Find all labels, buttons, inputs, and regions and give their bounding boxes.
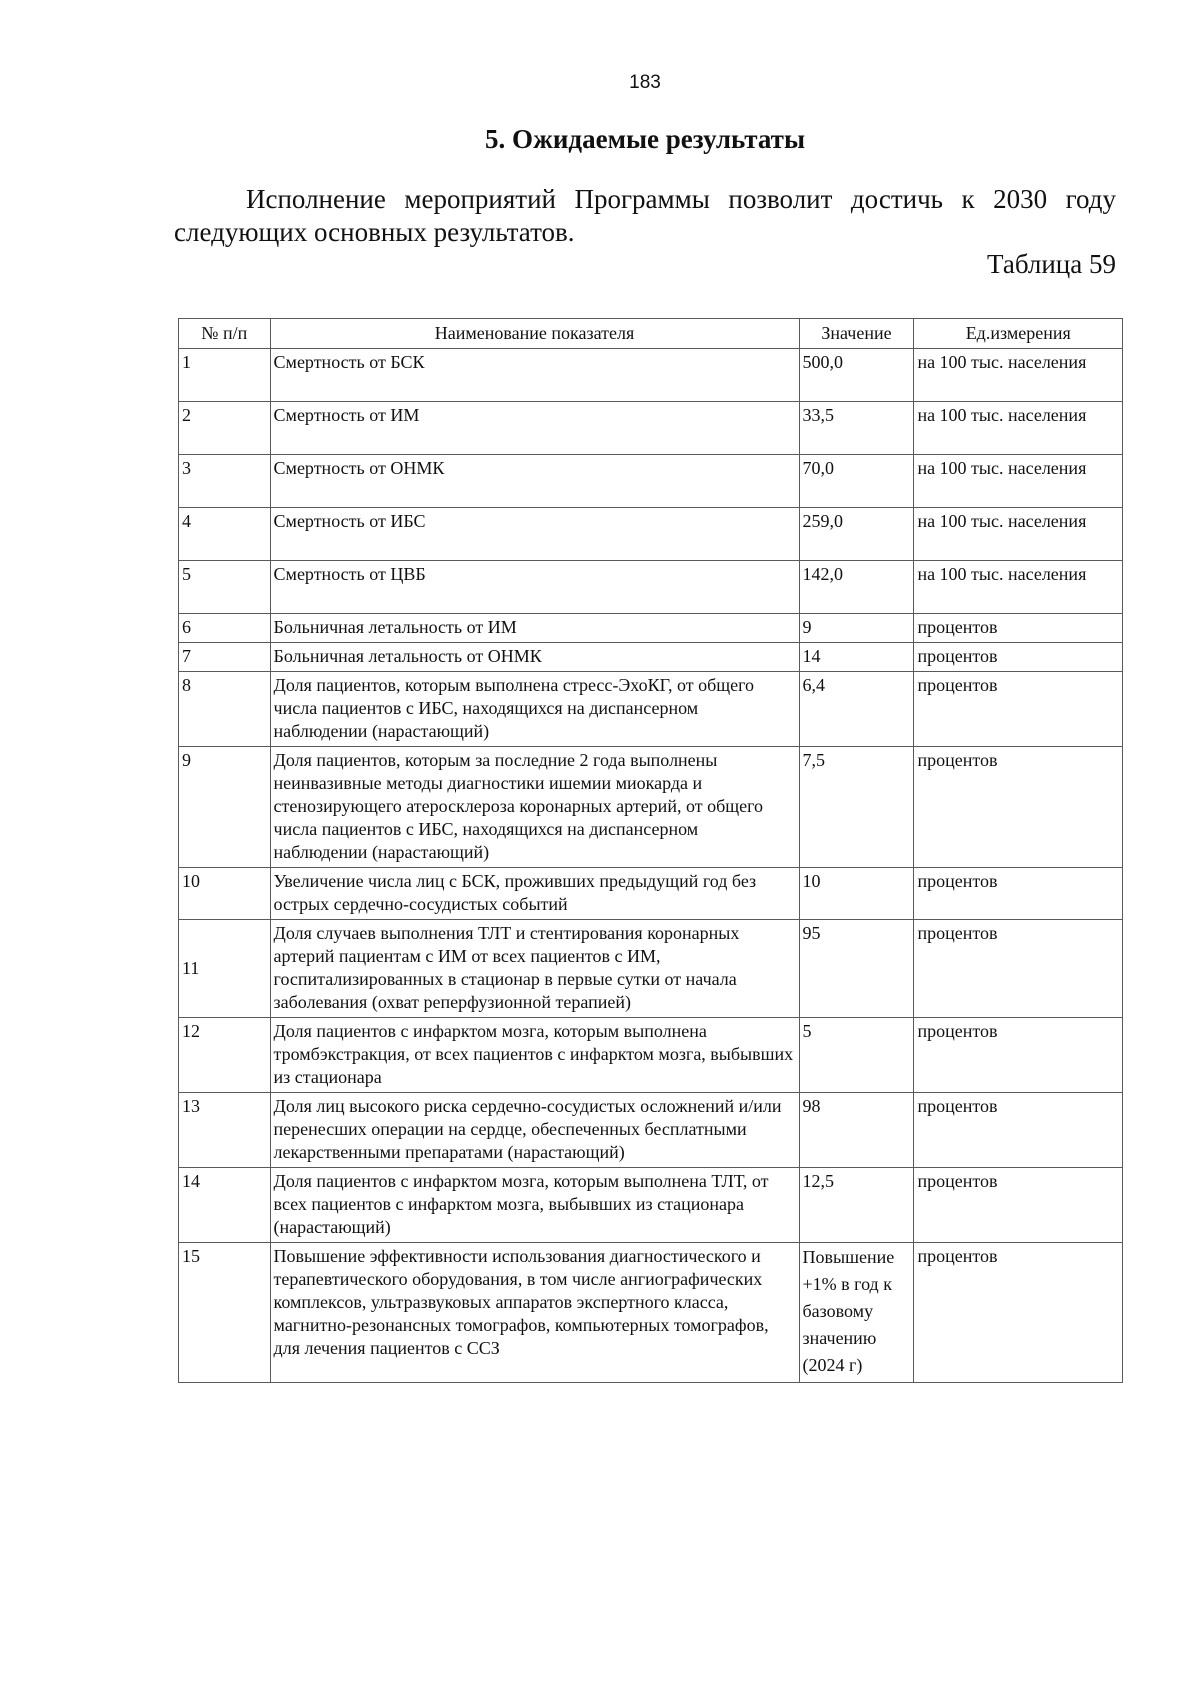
row-value: 12,5: [799, 1168, 914, 1243]
row-unit: процентов: [914, 672, 1123, 747]
row-name: Смертность от ИМ: [270, 402, 799, 455]
table-row: [179, 1243, 1123, 1383]
row-num: 2: [179, 402, 271, 455]
row-unit: процентов: [914, 1168, 1123, 1243]
row-num: 9: [179, 747, 271, 868]
row-name: Больничная летальность от ОНМК: [270, 643, 799, 672]
row-name: Смертность от ОНМК: [270, 455, 799, 508]
table-row: [179, 1168, 1123, 1243]
table-row: [179, 672, 1123, 747]
row-unit: на 100 тыс. населения: [914, 508, 1123, 561]
row-value: 142,0: [799, 561, 914, 614]
row-num: 5: [179, 561, 271, 614]
row-name: Смертность от ИБС: [270, 508, 799, 561]
table-row: [179, 1093, 1123, 1168]
row-num: 4: [179, 508, 271, 561]
row-value: 95: [799, 920, 914, 1018]
row-name: Доля пациентов, которым выполнена стресс-ЭхоКГ, от общего числа пациентов с ИБС, находящихся на диспансерном наблюдении (нарастающий): [270, 672, 799, 747]
row-value: 6,4: [799, 672, 914, 747]
row-num: 14: [179, 1168, 271, 1243]
header-value: Значение: [799, 319, 914, 349]
page-number: 183: [629, 72, 661, 93]
row-unit: процентов: [914, 614, 1123, 643]
table-row: [179, 920, 1123, 1018]
table-row: [179, 508, 1123, 561]
section-title: 5. Ожидаемые результаты: [484, 124, 806, 154]
row-unit: на 100 тыс. населения: [914, 402, 1123, 455]
row-num: 1: [179, 349, 271, 402]
row-num: 7: [179, 643, 271, 672]
table-row: [179, 349, 1123, 402]
row-value: 7,5: [799, 747, 914, 868]
row-num: 10: [179, 868, 271, 920]
row-num: 12: [179, 1018, 271, 1093]
row-unit: процентов: [914, 868, 1123, 920]
row-unit: процентов: [914, 643, 1123, 672]
row-value: 10: [799, 868, 914, 920]
table-row: [179, 561, 1123, 614]
row-unit: на 100 тыс. населения: [914, 561, 1123, 614]
row-name: Смертность от ЦВБ: [270, 561, 799, 614]
row-value: 5: [799, 1018, 914, 1093]
row-value: 33,5: [799, 402, 914, 455]
row-num: 13: [179, 1093, 271, 1168]
row-num: 3: [179, 455, 271, 508]
table-row: [179, 455, 1123, 508]
row-unit: процентов: [914, 1243, 1123, 1383]
row-value: 9: [799, 614, 914, 643]
row-name: Доля пациентов, которым за последние 2 года выполнены неинвазивные методы диагностики ишемии миокарда и стенозирующего атеросклероза коронарных артерий, от общего числа пациентов с ИБС, находящихся на диспансерном наблюдении (нарастающий): [270, 747, 799, 868]
row-unit: процентов: [914, 1093, 1123, 1168]
row-unit: на 100 тыс. населения: [914, 455, 1123, 508]
row-name: Смертность от БСК: [270, 349, 799, 402]
table-row: [179, 747, 1123, 868]
results-table: [178, 318, 1123, 1383]
row-value: 14: [799, 643, 914, 672]
header-unit: Ед.измерения: [914, 319, 1123, 349]
table-row: [179, 1018, 1123, 1093]
row-value: 98: [799, 1093, 914, 1168]
table-row: [179, 614, 1123, 643]
row-name: Доля пациентов с инфарктом мозга, которым выполнена ТЛТ, от всех пациентов с инфарктом мозга, выбывших из стационара (нарастающий): [270, 1168, 799, 1243]
row-value: 70,0: [799, 455, 914, 508]
table-row: [179, 643, 1123, 672]
row-num: 11: [179, 920, 271, 1018]
row-num: 8: [179, 672, 271, 747]
row-num: 15: [179, 1243, 271, 1383]
row-name: Больничная летальность от ИМ: [270, 614, 799, 643]
table-row: [179, 868, 1123, 920]
row-name: Доля пациентов с инфарктом мозга, которым выполнена тромбэкстракция, от всех пациентов с инфарктом мозга, выбывших из стационара: [270, 1018, 799, 1093]
row-value: 500,0: [799, 349, 914, 402]
row-value: Повышение +1% в год к базовому значению (2024 г): [799, 1243, 914, 1383]
row-unit: процентов: [914, 1018, 1123, 1093]
row-name: Повышение эффективности использования диагностического и терапевтического оборудования, в том числе ангиографических комплексов, ультразвуковых аппаратов экспертного класса, магнитно-резонансных томографов, компьютерных томографов, для лечения пациентов с ССЗ: [270, 1243, 799, 1383]
row-value: 259,0: [799, 508, 914, 561]
row-num: 6: [179, 614, 271, 643]
header-name: Наименование показателя: [270, 319, 799, 349]
row-name: Доля случаев выполнения ТЛТ и стентирования коронарных артерий пациентам с ИМ от всех пациентов с ИМ, госпитализированных в стационар в первые сутки от начала заболевания (охват реперфузионной терапией): [270, 920, 799, 1018]
table-row: [179, 402, 1123, 455]
row-name: Доля лиц высокого риска сердечно-сосудистых осложнений и/или перенесших операции на сердце, обеспеченных бесплатными лекарственными препаратами (нарастающий): [270, 1093, 799, 1168]
row-unit: процентов: [914, 747, 1123, 868]
table-caption: Таблица 59: [987, 249, 1116, 279]
table-header-row: [179, 319, 1123, 349]
intro-paragraph: Исполнение мероприятий Программы позволит достичь к 2030 году следующих основных результатов.: [174, 184, 1116, 247]
row-unit: процентов: [914, 920, 1123, 1018]
row-unit: на 100 тыс. населения: [914, 349, 1123, 402]
header-num: № п/п: [179, 319, 271, 349]
row-name: Увеличение числа лиц с БСК, проживших предыдущий год без острых сердечно-сосудистых событий: [270, 868, 799, 920]
